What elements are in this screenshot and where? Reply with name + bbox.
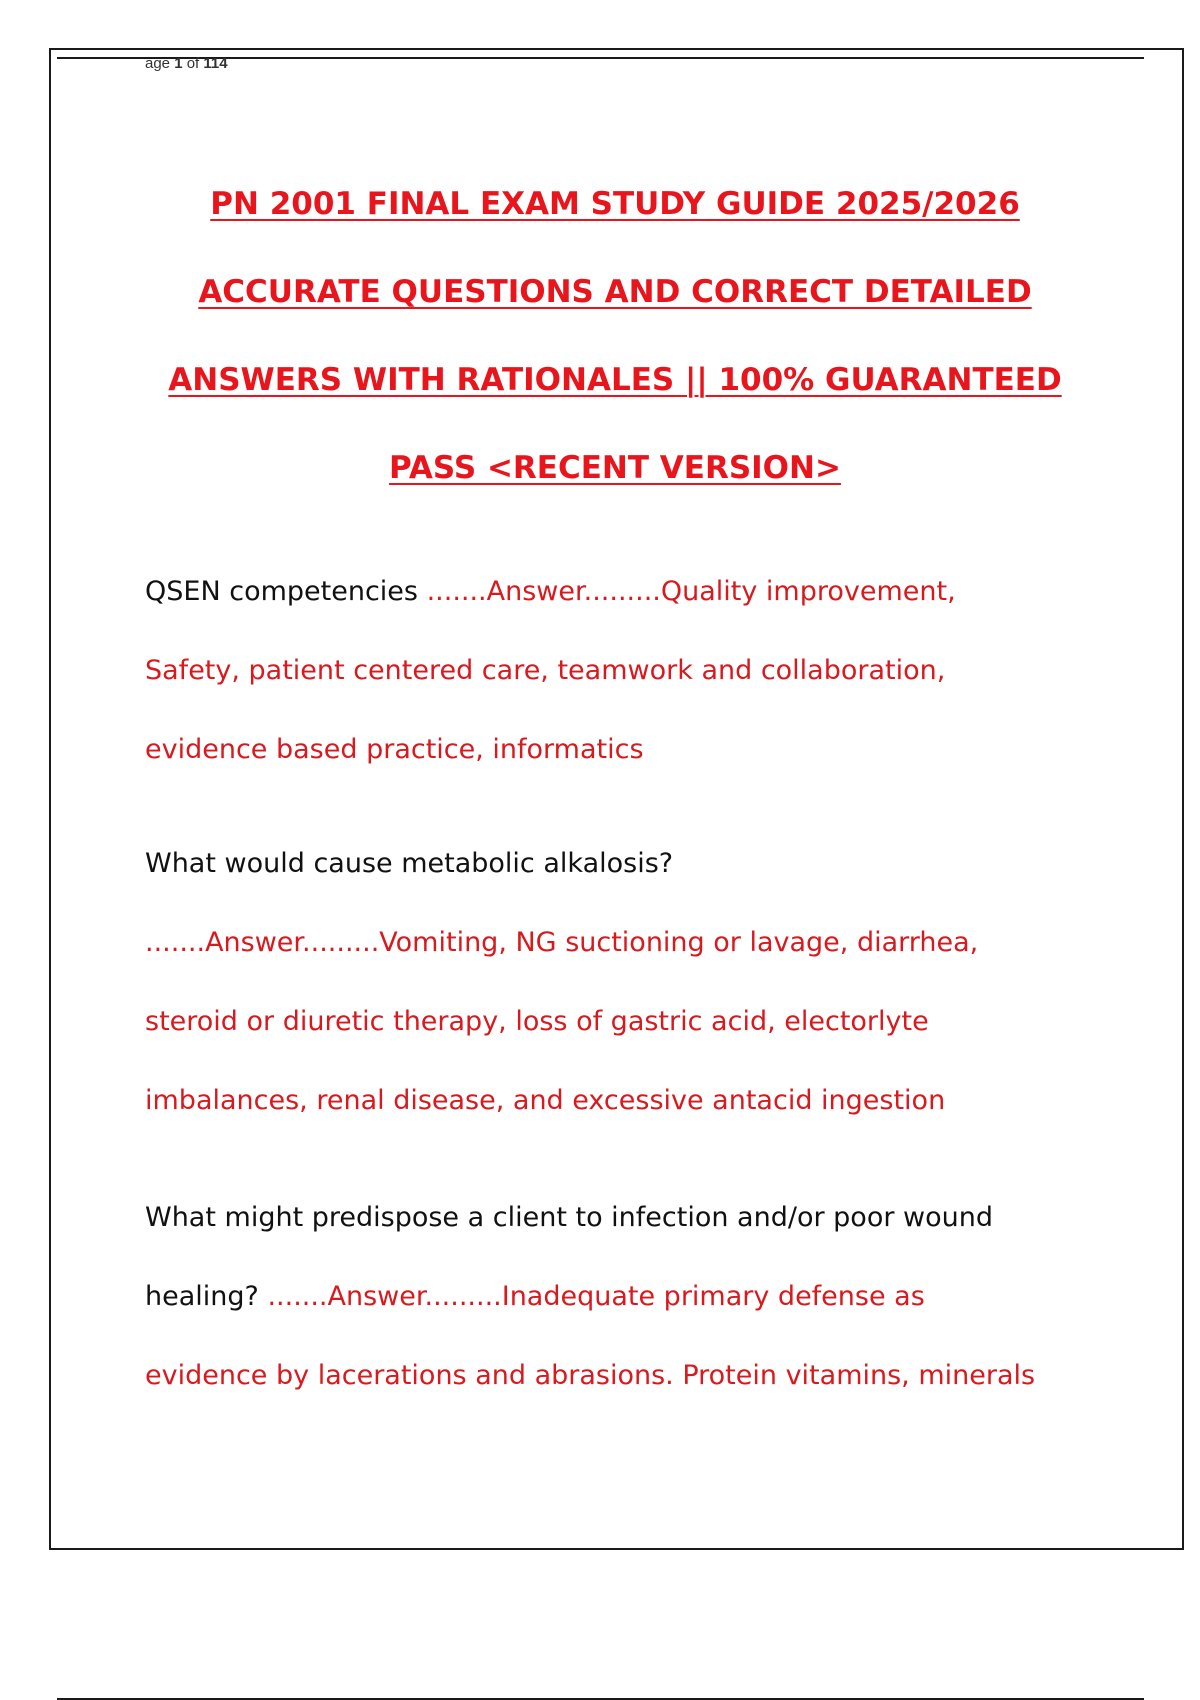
page-number bbox=[145, 56, 228, 72]
question-text: QSEN competencies bbox=[145, 576, 418, 607]
page-number-current: 1 bbox=[174, 55, 183, 72]
qa-item-3-line-2 bbox=[145, 1257, 1145, 1336]
qa-item-2 bbox=[145, 824, 1145, 1140]
question-text: What might predispose a client to infection and/or poor wound bbox=[145, 1202, 993, 1233]
page-number-total: 114 bbox=[203, 55, 228, 72]
answer-text: .......Answer.........Vomiting, NG suctioning or lavage, diarrhea, bbox=[145, 927, 979, 958]
qa-item-1 bbox=[145, 552, 1145, 789]
title-line-4: PASS <RECENT VERSION> bbox=[389, 450, 841, 486]
answer-text: Safety, patient centered care, teamwork and collaboration, bbox=[145, 655, 946, 686]
qa-item-3 bbox=[145, 1178, 1145, 1415]
answer-text: evidence by lacerations and abrasions. Protein vitamins, minerals bbox=[145, 1360, 1036, 1391]
title-line-2: ACCURATE QUESTIONS AND CORRECT DETAILED bbox=[198, 274, 1032, 310]
answer-text: steroid or diuretic therapy, loss of gastric acid, electorlyte bbox=[145, 1006, 929, 1037]
page-number-prefix: age bbox=[145, 55, 171, 72]
page-number-of: of bbox=[186, 55, 200, 72]
question-text: What would cause metabolic alkalosis? bbox=[145, 848, 674, 879]
qa-item-1-line-1 bbox=[145, 552, 1145, 631]
answer-text: .......Answer.........Inadequate primary defense as bbox=[258, 1281, 925, 1312]
title-line-3: ANSWERS WITH RATIONALES || 100% GUARANTEED bbox=[168, 362, 1062, 398]
answer-text: .......Answer.........Quality improvement, bbox=[417, 576, 956, 607]
answer-text: evidence based practice, informatics bbox=[145, 734, 644, 765]
question-text: healing? bbox=[145, 1281, 259, 1312]
answer-text: imbalances, renal disease, and excessive antacid ingestion bbox=[145, 1085, 946, 1116]
title-line-1: PN 2001 FINAL EXAM STUDY GUIDE 2025/2026 bbox=[210, 186, 1020, 222]
document-title bbox=[100, 178, 1130, 530]
